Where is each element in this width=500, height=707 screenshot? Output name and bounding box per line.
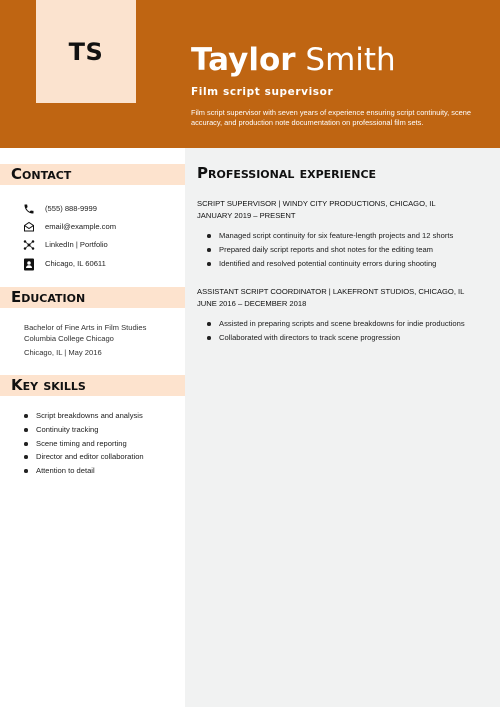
job-bullet: Managed script continuity for six feature-length projects and 12 shorts bbox=[219, 231, 454, 240]
skill-item: Continuity tracking bbox=[36, 425, 99, 434]
skills-section-heading bbox=[0, 375, 185, 396]
network-icon bbox=[22, 238, 36, 252]
monogram-box bbox=[36, 0, 136, 103]
education-heading: Education bbox=[11, 288, 86, 306]
contact-email[interactable] bbox=[22, 220, 117, 234]
job-role-line: ASSISTANT SCRIPT COORDINATOR | LAKEFRONT STUDIOS, CHICAGO, IL bbox=[197, 287, 465, 296]
contact-location bbox=[22, 257, 106, 271]
email-icon bbox=[22, 220, 36, 234]
skill-item: Attention to detail bbox=[36, 466, 95, 475]
profile-summary: Film script supervisor with seven years of experience ensuring script continuity, scene accuracy, and production note documentation on professional film sets. bbox=[191, 108, 472, 127]
contact-section-heading bbox=[0, 164, 185, 185]
skill-item: Script breakdowns and analysis bbox=[36, 411, 143, 420]
contact-card-icon bbox=[22, 257, 36, 271]
skills-heading: Key skills bbox=[11, 376, 86, 394]
contact-heading: Contact bbox=[11, 165, 72, 183]
job-bullet: Identified and resolved potential continuity errors during shooting bbox=[219, 259, 437, 268]
job-dates: JANUARY 2019 – PRESENT bbox=[197, 211, 296, 220]
job-bullet: Prepared daily script reports and shot notes for the editing team bbox=[219, 245, 434, 254]
skill-item: Scene timing and reporting bbox=[36, 439, 127, 448]
first-name: Taylor bbox=[191, 42, 296, 78]
email-text: email@example.com bbox=[45, 222, 117, 231]
education-section-heading bbox=[0, 287, 185, 308]
header-banner bbox=[0, 0, 500, 148]
links-text: LinkedIn | Portfolio bbox=[45, 240, 108, 249]
location-text: Chicago, IL 60611 bbox=[45, 259, 106, 268]
skill-item: Director and editor collaboration bbox=[36, 452, 144, 461]
job-title: Film script supervisor bbox=[191, 86, 334, 98]
last-name: Smith bbox=[305, 42, 396, 78]
phone-icon bbox=[22, 202, 36, 216]
contact-phone[interactable] bbox=[22, 202, 97, 216]
contact-links[interactable] bbox=[22, 238, 108, 252]
education-school: Columbia College Chicago bbox=[24, 334, 114, 343]
phone-text: (555) 888-9999 bbox=[45, 204, 97, 213]
candidate-name bbox=[191, 40, 396, 80]
experience-heading: Professional experience bbox=[197, 164, 377, 182]
job-bullet: Assisted in preparing scripts and scene breakdowns for indie productions bbox=[219, 319, 465, 328]
job-bullet: Collaborated with directors to track scene progression bbox=[219, 333, 401, 342]
education-degree: Bachelor of Fine Arts in Film Studies bbox=[24, 323, 147, 332]
education-place-date: Chicago, IL | May 2016 bbox=[24, 348, 102, 357]
job-dates: JUNE 2016 – DECEMBER 2018 bbox=[197, 299, 307, 308]
monogram: TS bbox=[68, 37, 104, 66]
job-role-line: SCRIPT SUPERVISOR | WINDY CITY PRODUCTIONS, CHICAGO, IL bbox=[197, 199, 436, 208]
